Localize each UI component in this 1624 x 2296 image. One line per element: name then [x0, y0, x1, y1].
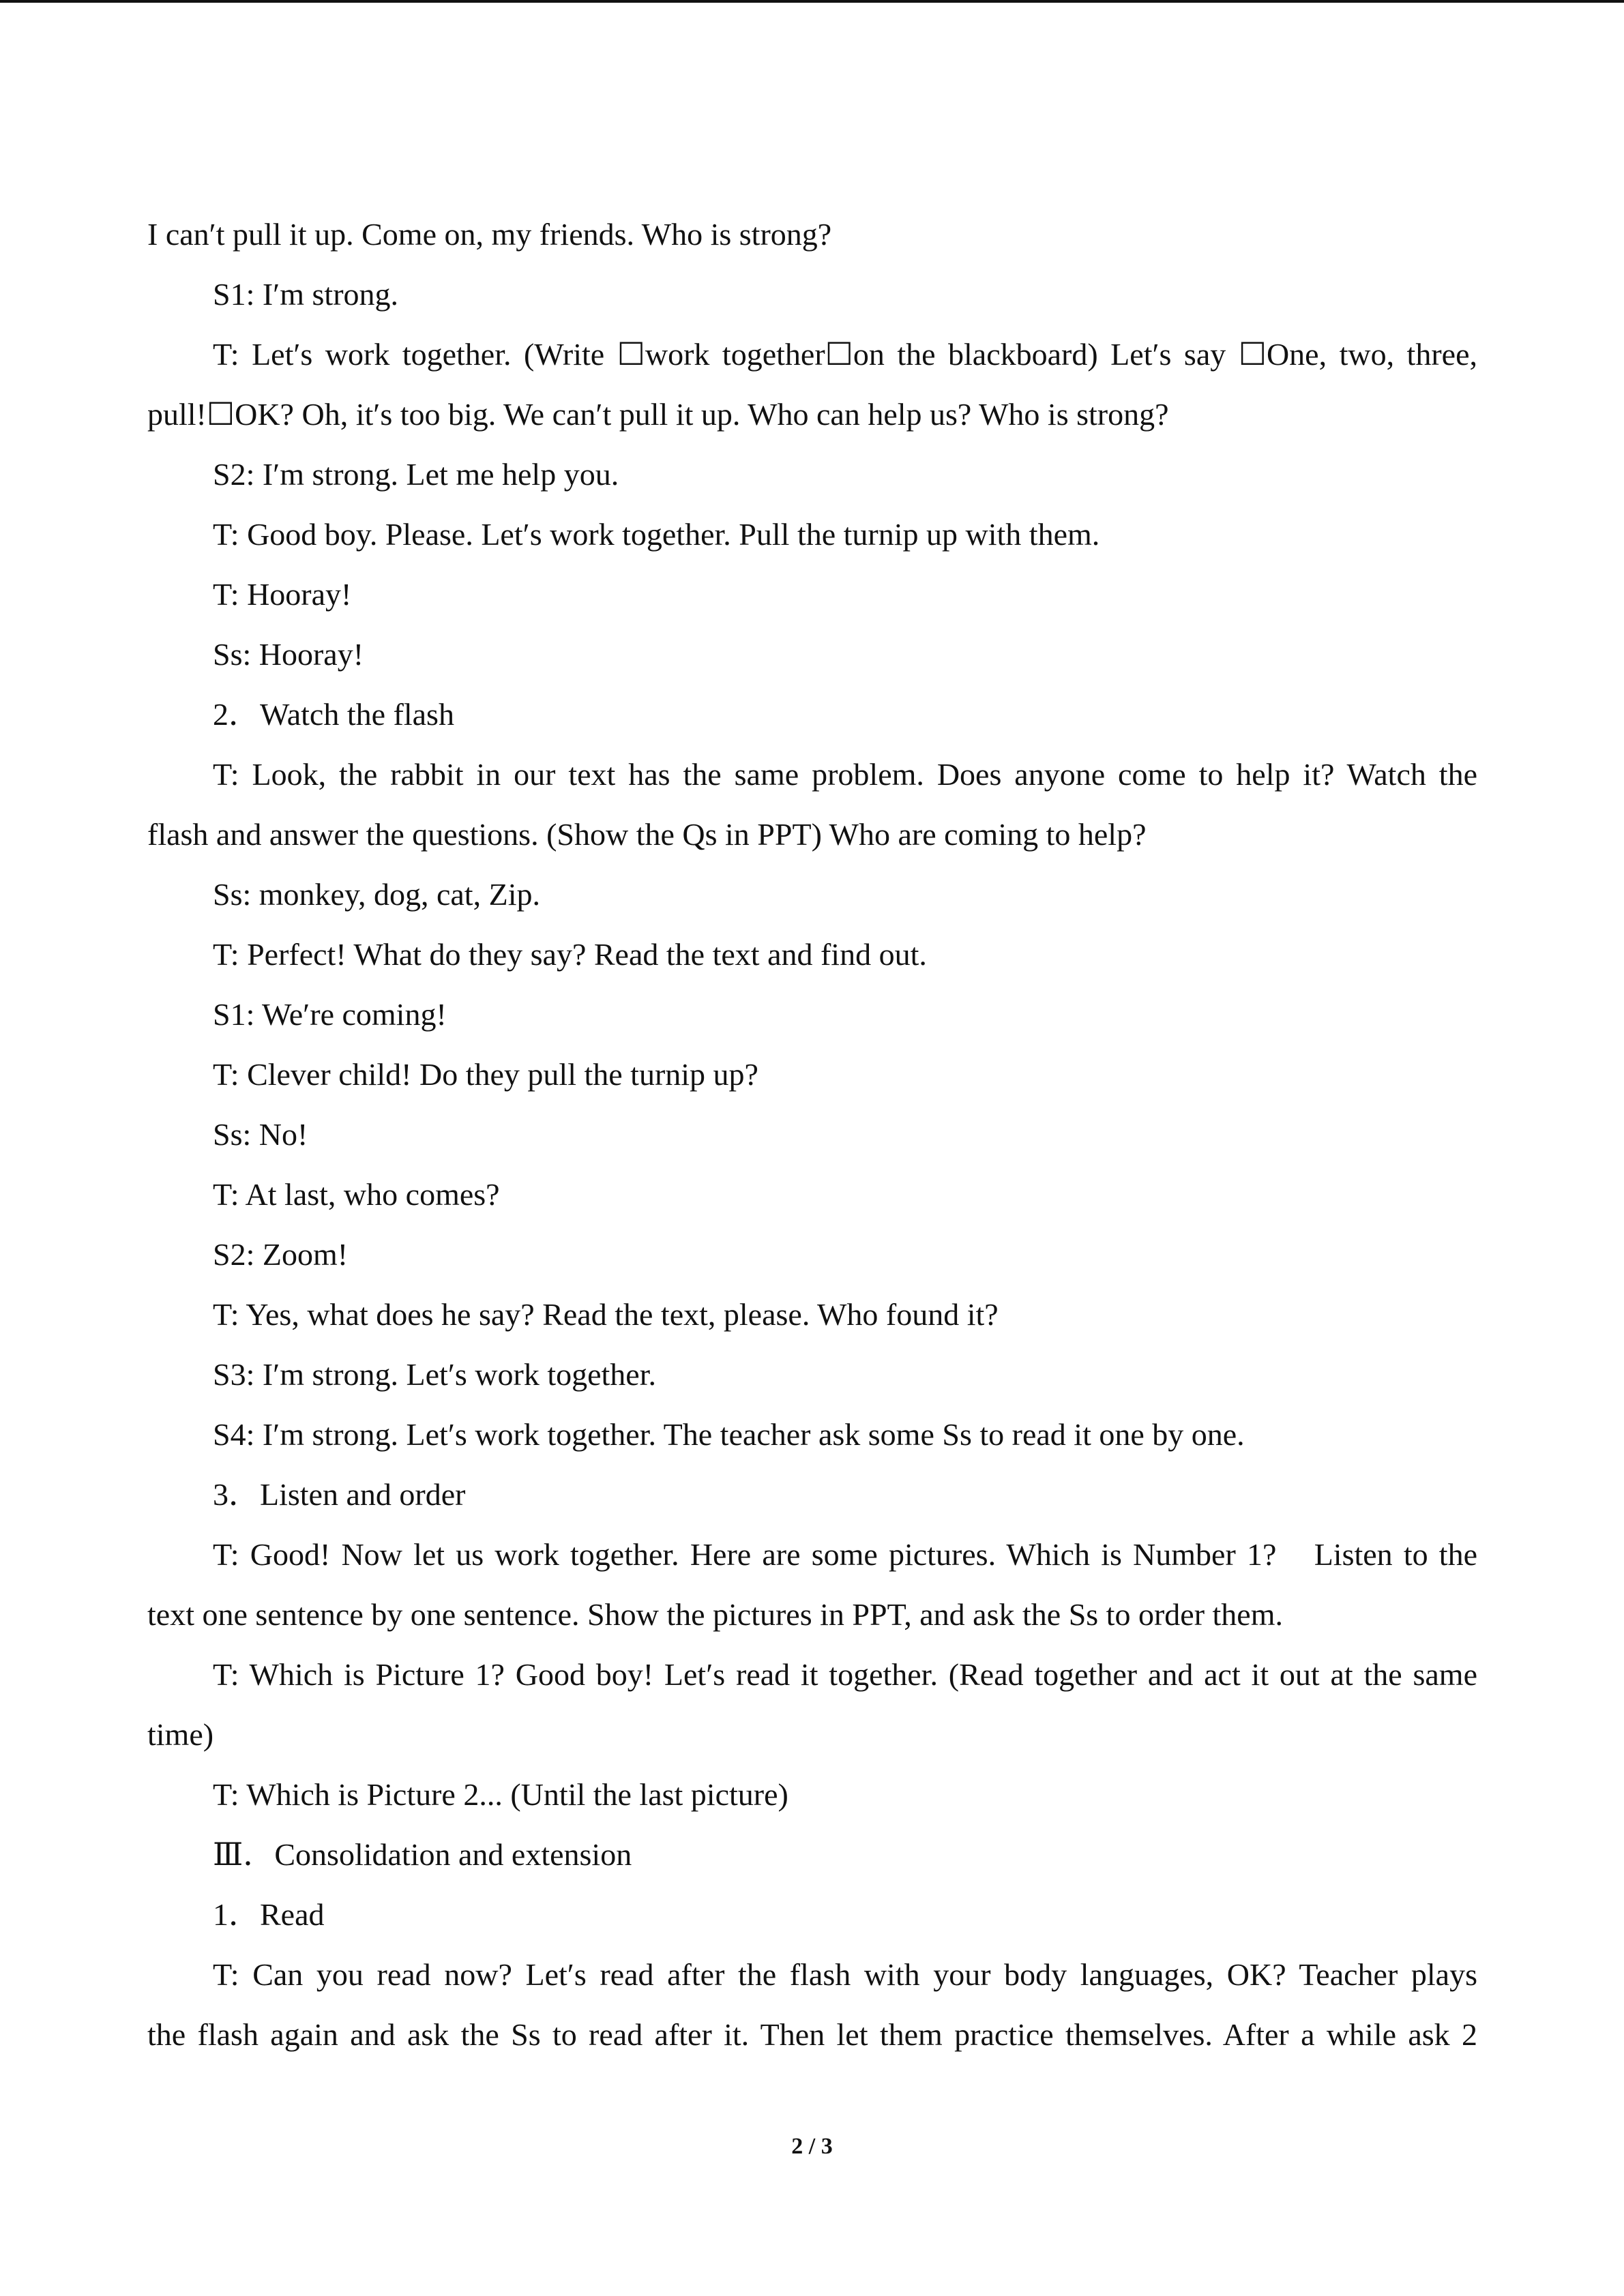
- text-line: I can′t pull it up. Come on, my friends. Who is strong?: [147, 217, 832, 252]
- section-heading: 1．Read: [213, 1897, 325, 1932]
- text-line: flash and answer the questions. (Show the Qs in PPT) Who are coming to help?: [147, 817, 1147, 852]
- text-line: T: Look, the rabbit in our text has the same problem. Does anyone come to help it? Watch the: [213, 757, 1477, 792]
- page-number: 2 / 3: [791, 2134, 833, 2159]
- text-line: T: Which is Picture 2... (Until the last picture): [213, 1777, 788, 1812]
- section-heading: Ⅲ．Consolidation and extension: [213, 1837, 632, 1872]
- text-line: S1: We′re coming!: [213, 997, 447, 1032]
- text-line: T: Perfect! What do they say? Read the text and find out.: [213, 937, 927, 972]
- text-line: Ss: No!: [213, 1117, 308, 1152]
- text-line: T: Can you read now? Let′s read after the flash with your body languages, OK? Teacher plays: [213, 1957, 1477, 1992]
- text-line: S4: I′m strong. Let′s work together. The teacher ask some Ss to read it one by one.: [213, 1417, 1245, 1452]
- text-line: Ss: Hooray!: [213, 637, 364, 672]
- text-line: S2: Zoom!: [213, 1237, 349, 1272]
- text-line: T: Let′s work together. (Write ☐work together☐on the blackboard) Let′s say ☐One, two, three,: [213, 337, 1477, 372]
- text-line: S2: I′m strong. Let me help you.: [213, 457, 619, 492]
- text-line: text one sentence by one sentence. Show the pictures in PPT, and ask the Ss to order them.: [147, 1597, 1283, 1632]
- text-line: T: Which is Picture 1? Good boy! Let′s read it together. (Read together and act it out at the same: [213, 1657, 1477, 1692]
- text-line: time): [147, 1717, 214, 1752]
- text-line: Ss: monkey, dog, cat, Zip.: [213, 877, 540, 912]
- text-line: T: Yes, what does he say? Read the text, please. Who found it?: [213, 1297, 999, 1332]
- top-border-rule: [0, 0, 1624, 3]
- text-line: T: Good! Now let us work together. Here are some pictures. Which is Number 1? Listen to the: [213, 1537, 1477, 1572]
- text-line: S3: I′m strong. Let′s work together.: [213, 1357, 656, 1392]
- text-line: the flash again and ask the Ss to read after it. Then let them practice themselves. After a while ask 2: [147, 2017, 1477, 2052]
- text-line: T: At last, who comes?: [213, 1177, 500, 1212]
- text-line: S1: I′m strong.: [213, 277, 399, 312]
- section-heading: 2．Watch the flash: [213, 697, 454, 732]
- text-line: pull!☐OK? Oh, it′s too big. We can′t pull it up. Who can help us? Who is strong?: [147, 397, 1169, 432]
- text-line: T: Hooray!: [213, 577, 352, 612]
- document-body: [147, 205, 1477, 2065]
- text-line: T: Good boy. Please. Let′s work together. Pull the turnip up with them.: [213, 517, 1100, 552]
- text-line: T: Clever child! Do they pull the turnip up?: [213, 1057, 758, 1092]
- section-heading: 3．Listen and order: [213, 1477, 466, 1512]
